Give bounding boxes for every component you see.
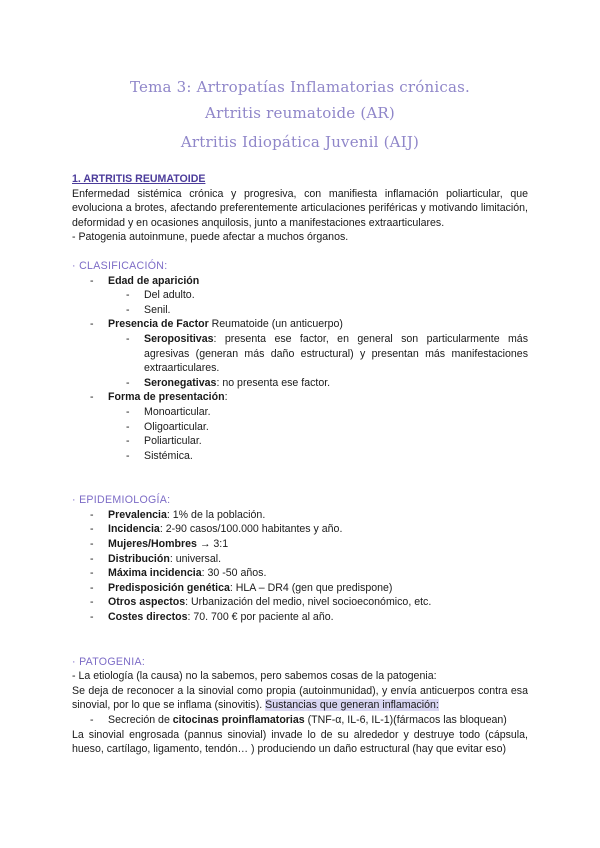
dash-bullet: - — [126, 376, 130, 389]
highlighted-text: Sustancias que generan inflamación: — [265, 699, 439, 712]
epi-text: : Urbanización del medio, nivel socioeconómico, etc. — [185, 596, 432, 609]
epi-label: Máxima incidencia — [108, 567, 202, 580]
dash-bullet: - — [126, 332, 130, 345]
list-item — [72, 405, 528, 420]
patogenia-paragraph — [72, 684, 528, 713]
forma-label: Forma de presentación — [108, 391, 225, 404]
list-item — [72, 508, 528, 523]
list-item — [72, 390, 528, 405]
epi-text: : HLA – DR4 (gen que predispone) — [229, 581, 393, 594]
list-item — [72, 537, 528, 552]
edad-item: Senil. — [144, 303, 171, 316]
seronegativas-text: : no presenta ese factor. — [216, 376, 331, 389]
edad-item: Del adulto. — [144, 289, 195, 302]
dash-bullet: - — [126, 289, 130, 302]
citocinas-post: (TNF-α, IL-6, IL-1)(fármacos las bloquean) — [304, 714, 507, 726]
dash-bullet: - — [90, 596, 94, 609]
list-item — [72, 610, 528, 625]
forma-item: Oligoarticular. — [144, 420, 209, 433]
heading-clasificacion: · CLASIFICACIÓN: — [72, 259, 168, 272]
heading-patogenia: · PATOGENIA: — [72, 655, 146, 668]
epi-label: Predisposición genética — [108, 581, 230, 594]
section-heading-ar: 1. ARTRITIS REUMATOIDE — [72, 173, 206, 185]
title-line-1: Tema 3: Artropatías Inflamatorias crónicas. — [130, 78, 470, 96]
dash-bullet: - — [90, 523, 94, 536]
title-line-2: Artritis reumatoide (AR) — [205, 104, 395, 122]
ar-note: - Patogenia autoinmune, puede afectar a muchos órganos. — [72, 231, 349, 244]
patogenia-etiologia: - La etiología (la causa) no la sabemos, pero sabemos cosas de la patogenia: — [72, 670, 437, 683]
dash-bullet: - — [90, 538, 94, 551]
epi-text: : 2-90 casos/100.000 habitantes y año. — [159, 523, 343, 536]
dash-bullet: - — [90, 581, 94, 594]
dash-bullet: - — [90, 274, 94, 287]
epi-label: Distribución — [108, 552, 170, 565]
list-item — [72, 317, 528, 332]
dash-bullet: - — [126, 449, 130, 462]
dash-bullet: - — [126, 420, 130, 433]
list-item — [72, 303, 528, 318]
seronegativas-label: Seronegativas — [144, 376, 217, 389]
pannus-paragraph: La sinovial engrosada (pannus sinovial) invade lo de su alrededor y destruye todo (cápsula, hueso, cartílago, ligamento, tendón… ) produciendo un daño estructural (hay que evitar eso) — [72, 728, 528, 756]
dash-bullet: - — [90, 611, 94, 624]
document-body — [72, 172, 528, 757]
forma-item: Monoarticular. — [144, 405, 211, 418]
dash-bullet: - — [126, 405, 130, 418]
forma-item: Poliarticular. — [144, 435, 202, 448]
list-item — [72, 522, 528, 537]
list-item — [72, 274, 528, 289]
factor-label: Presencia de Factor — [108, 318, 209, 331]
title-line-3: Artritis Idiopática Juvenil (AIJ) — [180, 133, 420, 151]
dash-bullet: - — [90, 567, 94, 580]
edad-label: Edad de aparición — [108, 274, 200, 287]
list-item — [72, 449, 528, 464]
list-item — [72, 566, 528, 581]
epi-label: Prevalencia — [108, 508, 167, 521]
dash-bullet: - — [90, 714, 94, 726]
patogenia-autoinmunidad: Se deja de reconocer a la sinovial como propia (autoinmunidad), y envía anticuerpos contra esa sinovial, por lo que se inflama (sinovitis). — [72, 684, 528, 712]
dash-bullet: - — [90, 318, 94, 331]
list-item — [72, 376, 528, 391]
dash-bullet: - — [126, 435, 130, 448]
dash-bullet: - — [90, 508, 94, 521]
epi-label: Otros aspectos — [108, 596, 186, 609]
dash-bullet: - — [126, 303, 130, 316]
epi-text: : universal. — [169, 552, 222, 565]
dash-bullet: - — [90, 552, 94, 565]
factor-text: Reumatoide (un anticuerpo) — [208, 318, 343, 331]
ar-definition: Enfermedad sistémica crónica y progresiva, con manifiesta inflamación poliarticular, que evoluciona a brotes, afectando preferentemente articulaciones periféricas y motivando limitación, deformidad y en ocasiones anquilosis, junto a manifestaciones extraarticulares. — [72, 187, 528, 229]
list-item — [72, 434, 528, 449]
epi-text: → 3:1 — [196, 538, 229, 551]
seropositivas-label: Seropositivas — [144, 332, 214, 345]
epi-label: Costes directos — [108, 611, 188, 624]
forma-item: Sistémica. — [144, 449, 193, 462]
list-item — [72, 420, 528, 435]
forma-colon: : — [224, 391, 228, 404]
dash-bullet: - — [90, 391, 94, 404]
list-item — [72, 595, 528, 610]
list-item — [72, 581, 528, 596]
list-item — [72, 713, 528, 728]
list-item — [72, 332, 528, 376]
seropositivas-text: : presenta ese factor, en general son particularmente más agresivas (generan más daño estructural) y presentan más manifestaciones extraarticulares. — [144, 332, 528, 375]
epi-text: : 1% de la población. — [166, 508, 266, 521]
heading-epidemiologia: · EPIDEMIOLOGÍA: — [72, 494, 171, 507]
list-item — [72, 288, 528, 303]
epi-label: Incidencia — [108, 523, 160, 536]
epi-text: : 70. 700 € por paciente al año. — [187, 611, 334, 624]
citocinas-label: citocinas proinflamatorias — [172, 714, 305, 726]
epi-text: : 30 -50 años. — [201, 567, 267, 580]
citocinas-pre: Secreción de — [108, 714, 173, 726]
epi-label: Mujeres/Hombres — [108, 538, 197, 551]
list-item — [72, 552, 528, 567]
